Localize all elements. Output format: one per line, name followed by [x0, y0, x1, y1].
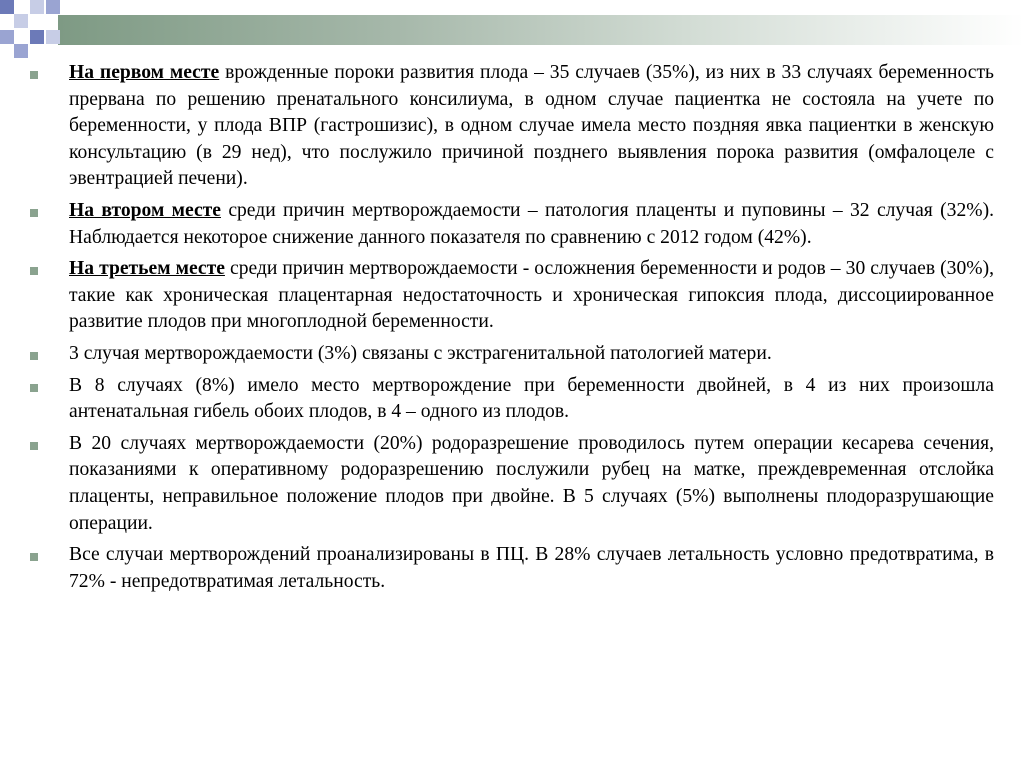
paragraph-text: В 20 случаях мертворождаемости (20%) родоразрешение проводилось путем операции кесарева сечения, показаниями к оперативному родоразрешению послужили рубец на матке, преждевременная отслойка плаценты, неправильное положение плодов при двойне. В 5 случаях (5%) выполнены плодоразрушающие операции. — [69, 432, 994, 534]
decor-square — [30, 0, 44, 14]
paragraph-text: Все случаи мертворождений проанализированы в ПЦ. В 28% случаев летальность условно предотвратима, в 72% - непредотвратимая летальность. — [69, 544, 994, 592]
paragraph-lead: На третьем месте — [69, 258, 225, 280]
decor-square — [46, 0, 60, 14]
paragraph — [69, 198, 994, 251]
decor-square — [0, 0, 14, 14]
decor-square — [14, 44, 28, 58]
paragraph-text: 3 случая мертворождаемости (3%) связаны с экстрагенитальной патологией матери. — [69, 342, 772, 364]
list-item — [30, 198, 994, 251]
paragraph-lead: На первом месте — [69, 62, 220, 83]
paragraph-text: врожденные пороки развития плода – 35 случаев (35%), из них в 33 случаях беременность прервана по решению пренатального консилиума, в одном случае пациентка не состояла на учете по беременности, у плода ВПР (гастрошизис), в одном случае имела место поздняя явка пациентки в женскую консультацию (в 29 нед), что послужило причиной позднего выявления порока развития (омфалоцеле с эвентрацией печени). — [69, 62, 994, 190]
paragraph-text: В 8 случаях (8%) имело место мертворождение при беременности двойней, в 4 из них произошла антенатальная гибель обоих плодов, в 4 – одного из плодов. — [69, 374, 994, 423]
header-gradient-bar — [58, 15, 1024, 45]
decor-square — [0, 30, 14, 44]
decor-square — [14, 14, 28, 28]
square-bullet-icon — [30, 384, 38, 392]
square-bullet-icon — [30, 209, 38, 217]
paragraph — [69, 256, 994, 336]
list-item — [30, 431, 994, 537]
paragraph — [69, 431, 994, 537]
square-bullet-icon — [30, 352, 38, 360]
square-bullet-icon — [30, 442, 38, 450]
list-item — [30, 542, 994, 595]
paragraph — [69, 341, 994, 368]
paragraph — [69, 542, 994, 595]
paragraph-lead: На втором месте — [69, 199, 221, 221]
paragraph — [69, 60, 994, 193]
corner-decoration — [0, 0, 80, 60]
decor-square — [46, 30, 60, 44]
paragraph — [69, 373, 994, 426]
list-item — [30, 341, 994, 368]
paragraph-text: среди причин мертворождаемости - осложнения беременности и родов – 30 случаев (30%), такие как хроническая плацентарная недостаточность и хроническая гипоксия плода, диссоциированное развитие плодов при многоплодной беременности. — [69, 258, 994, 333]
decor-square — [30, 30, 44, 44]
square-bullet-icon — [30, 71, 38, 79]
list-item — [30, 256, 994, 336]
list-item — [30, 373, 994, 426]
square-bullet-icon — [30, 267, 38, 275]
list-item — [30, 60, 994, 193]
paragraph-text: среди причин мертворождаемости – патология плаценты и пуповины – 32 случая (32%). Наблюдается некоторое снижение данного показателя по сравнению с 2012 годом (42%). — [69, 199, 994, 248]
square-bullet-icon — [30, 553, 38, 561]
slide-content — [30, 60, 994, 600]
